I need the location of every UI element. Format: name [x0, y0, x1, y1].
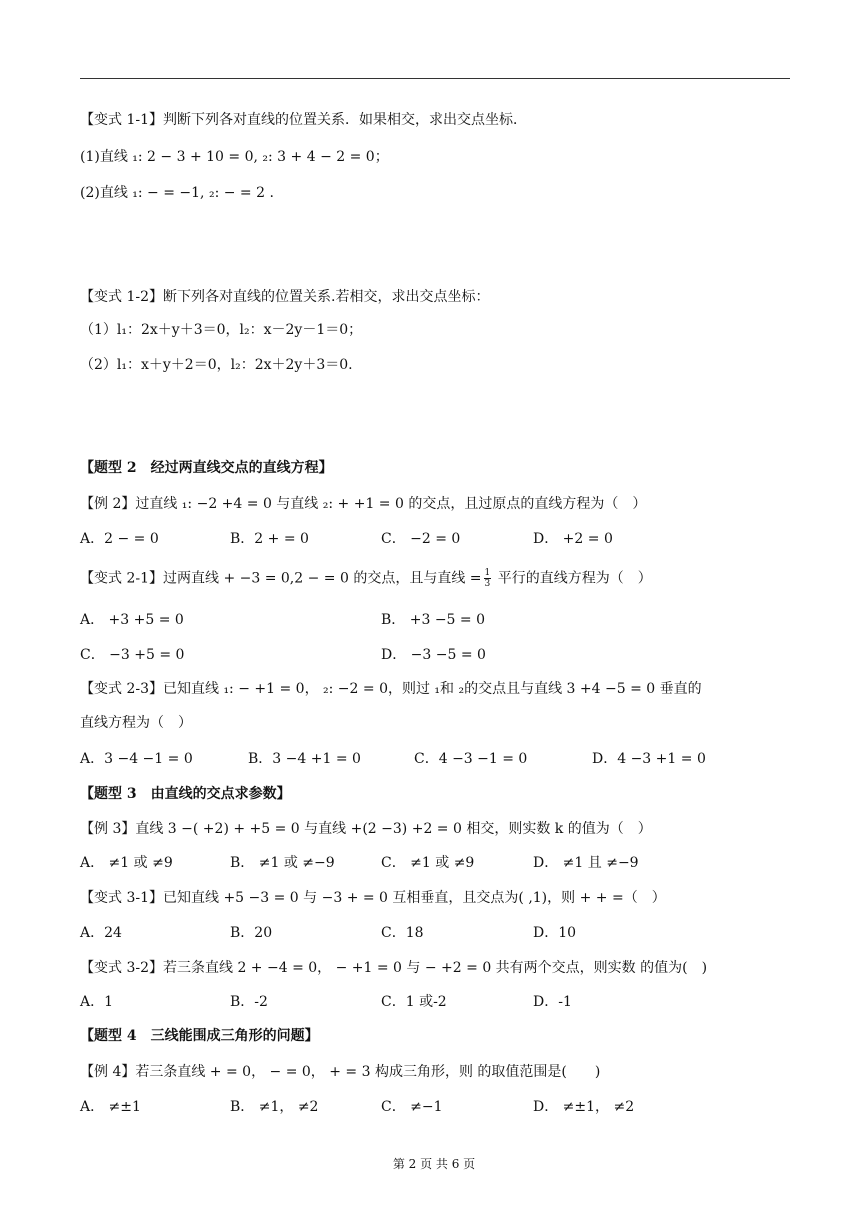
example-3-option-d: D． ≠1 且 ≠−9	[533, 855, 639, 871]
example-2-option-a: A．2 − = 0	[80, 531, 159, 547]
example-4-option-a: A． ≠±1	[80, 1099, 141, 1115]
variant-3-2-question: 【变式 3-2】若三条直线 2 + −4 = 0， − +1 = 0 与 − +2 = 0 共有两个交点，则实数 的值为( )	[80, 960, 708, 976]
variant-1-2-title: 【变式 1-2】断下列各对直线的位置关系.若相交，求出交点坐标：	[80, 289, 490, 305]
example-2-option-c: C． −2 = 0	[381, 531, 461, 547]
variant-1-2-part-2: （2）l₁：x＋y＋2＝0，l₂：2x＋2y＋3＝0.	[80, 357, 353, 373]
fraction-numerator: 1	[484, 568, 491, 578]
variant-2-1-question	[80, 568, 652, 589]
variant-2-3-question-line-2: 直线方程为（ ）	[80, 715, 192, 731]
variant-3-2-option-d: D．-1	[533, 994, 572, 1010]
example-3-option-c: C． ≠1 或 ≠9	[381, 855, 475, 871]
variant-2-1-option-d: D． −3 −5 = 0	[381, 647, 486, 663]
variant-3-1-option-a: A．24	[80, 925, 122, 941]
variant-2-3-option-c: C．4 −3 −1 = 0	[414, 751, 528, 767]
example-3-option-b: B． ≠1 或 ≠−9	[230, 855, 335, 871]
variant-2-1-option-a: A． +3 +5 = 0	[80, 612, 184, 628]
variant-2-3-option-b: B．3 −4 +1 = 0	[248, 751, 361, 767]
variant-3-2-option-a: A．1	[80, 994, 114, 1010]
fraction-denominator: 3	[484, 579, 491, 589]
variant-2-1-question-start: 【变式 2-1】过两直线 + −3 = 0,2 − = 0 的交点，且与直线 =	[80, 570, 482, 587]
header-rule	[80, 78, 790, 79]
example-2-option-b: B．2 + = 0	[230, 531, 309, 547]
variant-3-1-option-b: B．20	[230, 925, 273, 941]
section-heading-type-4: 【题型 4 三线能围成三角形的问题】	[80, 1028, 319, 1044]
variant-1-2-part-1: （1）l₁：2x＋y＋3＝0，l₂：x－2y－1＝0；	[80, 322, 363, 338]
fraction-one-third	[484, 568, 492, 589]
variant-2-1-option-c: C． −3 +5 = 0	[80, 647, 185, 663]
example-4-option-b: B． ≠1， ≠2	[230, 1099, 319, 1115]
variant-1-1-part-2: (2)直线 ₁: − = −1, ₂: − = 2 .	[80, 185, 274, 201]
section-heading-type-2: 【题型 2 经过两直线交点的直线方程】	[80, 460, 333, 476]
example-4-question: 【例 4】若三条直线 + = 0， − = 0， + = 3 构成三角形，则 的取值范围是( )	[80, 1064, 601, 1080]
variant-2-3-option-d: D．4 −3 +1 = 0	[592, 751, 706, 767]
example-3-question: 【例 3】直线 3 −( +2) + +5 = 0 与直线 +(2 −3) +2 = 0 相交，则实数 k 的值为（ ）	[80, 821, 652, 837]
variant-3-1-question: 【变式 3-1】已知直线 +5 −3 = 0 与 −3 + = 0 互相垂直，且交点为( ,1)，则 + + =（ ）	[80, 890, 666, 906]
variant-2-1-question-end: 平行的直线方程为（ ）	[493, 570, 652, 587]
variant-1-1-part-1: (1)直线 ₁: 2 − 3 + 10 = 0, ₂: 3 + 4 − 2 = 0；	[80, 149, 389, 165]
example-3-option-a: A． ≠1 或 ≠9	[80, 855, 173, 871]
section-heading-type-3: 【题型 3 由直线的交点求参数】	[80, 786, 291, 802]
example-4-option-c: C． ≠−1	[381, 1099, 443, 1115]
variant-3-1-option-d: D．10	[533, 925, 577, 941]
variant-3-2-option-c: C．1 或-2	[381, 994, 447, 1010]
variant-3-1-option-c: C．18	[381, 925, 424, 941]
example-2-option-d: D． +2 = 0	[533, 531, 613, 547]
example-2-question: 【例 2】过直线 ₁: −2 +4 = 0 与直线 ₂: + +1 = 0 的交点，且过原点的直线方程为（ ）	[80, 496, 647, 512]
variant-2-3-question-line-1: 【变式 2-3】已知直线 ₁: − +1 = 0， ₂: −2 = 0，则过 ₁和 ₂的交点且与直线 3 +4 −5 = 0 垂直的	[80, 681, 702, 697]
variant-2-1-option-b: B． +3 −5 = 0	[381, 612, 486, 628]
variant-2-3-option-a: A．3 −4 −1 = 0	[80, 751, 193, 767]
variant-1-1-title: 【变式 1-1】判断下列各对直线的位置关系．如果相交，求出交点坐标．	[80, 112, 527, 128]
example-4-option-d: D． ≠±1， ≠2	[533, 1099, 635, 1115]
variant-3-2-option-b: B．-2	[230, 994, 268, 1010]
page-footer: 第 2 页 共 6 页	[392, 1157, 476, 1171]
